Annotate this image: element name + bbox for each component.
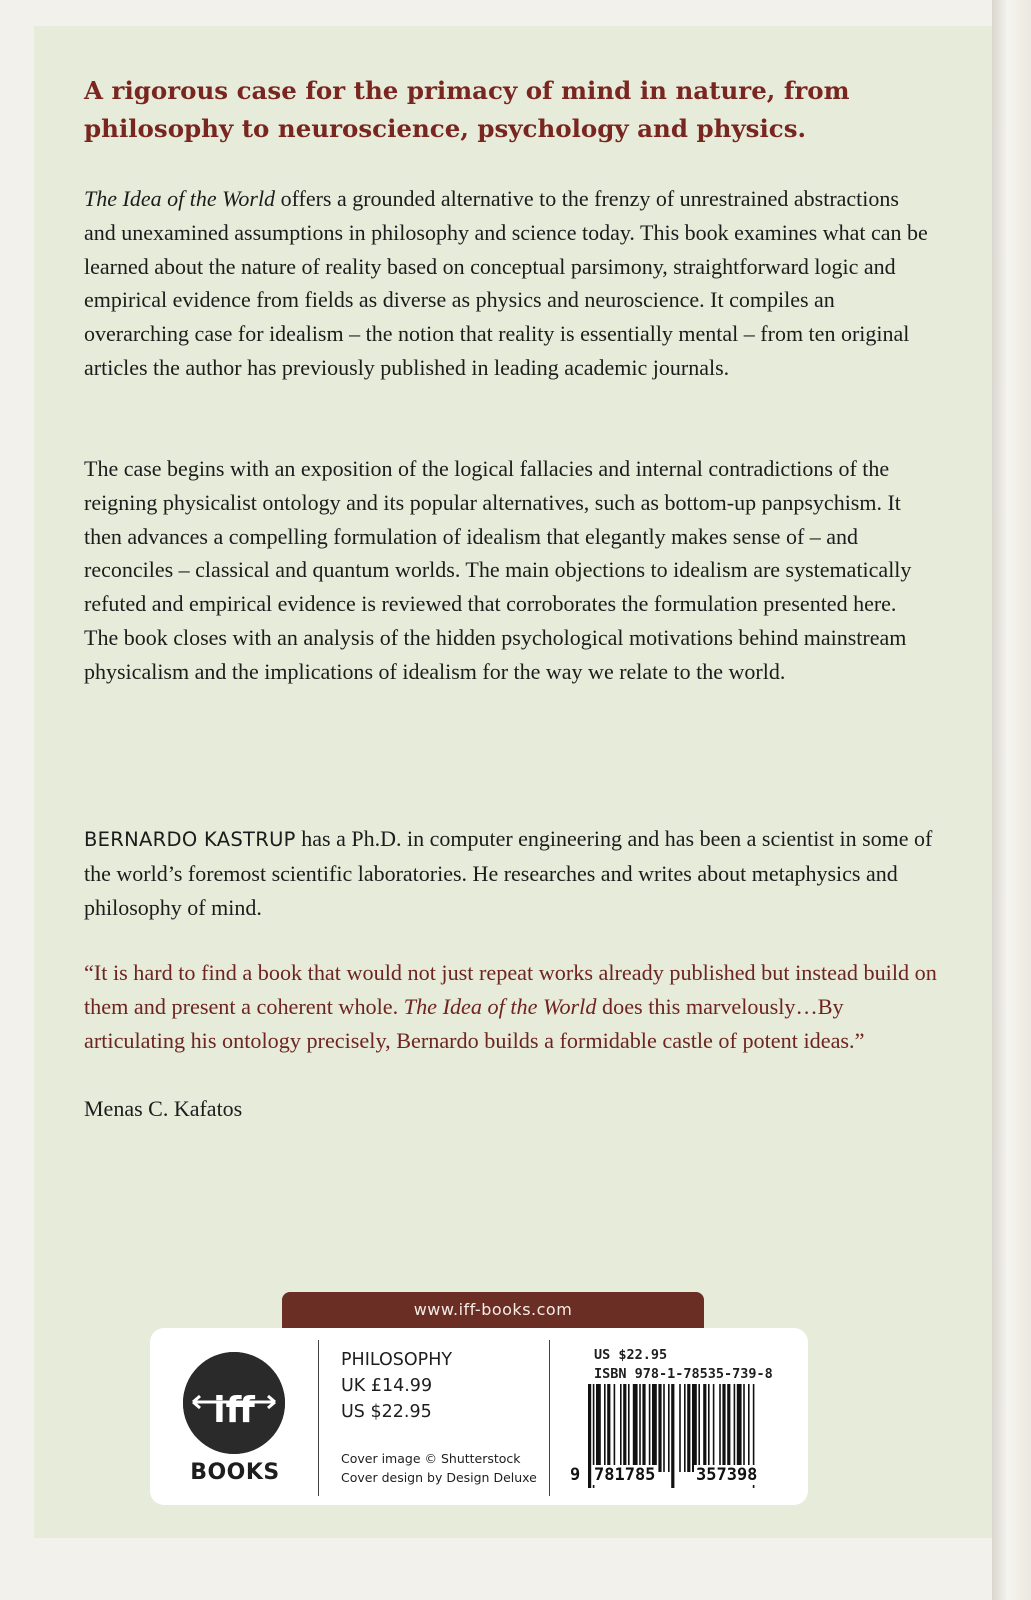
barcode-bar: [658, 1384, 661, 1472]
barcode-bar: [727, 1384, 730, 1472]
barcode-price: US $22.95: [594, 1347, 668, 1363]
endorsement-quote: [84, 956, 944, 1058]
quote-part-2: does this marvelously…By articulating his ontology precisely, Bernardo builds a formidable castle of potent ideas.”: [84, 994, 865, 1053]
barcode-bar: [604, 1384, 606, 1472]
price-list: [341, 1347, 452, 1425]
barcode-bar: [679, 1384, 681, 1472]
barcode-bar: [713, 1384, 715, 1472]
author-name: BERNARDO KASTRUP: [84, 828, 296, 851]
credit-image: Cover image © Shutterstock: [341, 1451, 521, 1466]
barcode-bar: [649, 1384, 651, 1472]
logo-wordmark: BOOKS: [190, 1460, 280, 1485]
quote-book-title: The Idea of the World: [403, 994, 597, 1019]
barcode-bar: [639, 1384, 641, 1472]
headline: A rigorous case for the primacy of mind in nature, from philosophy to neuroscience, psychology and physics.: [84, 76, 850, 143]
barcode-bar: [620, 1384, 622, 1472]
price-uk: UK £14.99: [341, 1376, 433, 1396]
barcode-bar: [708, 1384, 710, 1472]
iff-logo-icon: [183, 1352, 285, 1454]
barcode-bar: [607, 1384, 610, 1472]
barcode-bar: [684, 1384, 686, 1472]
barcode-bar: [719, 1384, 721, 1472]
barcode-bar: [743, 1384, 745, 1472]
barcode-bar: [633, 1384, 638, 1472]
credit-design: Cover design by Design Deluxe: [341, 1470, 537, 1485]
divider: [549, 1340, 550, 1496]
author-bio-text: has a Ph.D. in computer engineering and has been a scientist in some of the world’s foremost scientific laboratories. He researches and writes about metaphysics and philosophy of mind.: [84, 826, 933, 920]
barcode-bar: [628, 1384, 630, 1472]
author-bio: [84, 822, 934, 924]
description-paragraph-2: The case begins with an exposition of the logical fallacies and internal contradictions of the reigning physicalist ontology and its popular alternatives, such as bottom-up panpsychism. It then advances a compelling formulation of idealism that elegantly makes sense of – and reconciles – classical and quantum worlds. The main objections to idealism are systematically refuted and empirical evidence is reviewed that corroborates the formulation presented here. The book closes with an analysis of the hidden psychological motivations behind mainstream physicalism and the implications of idealism for the way we relate to the world.: [84, 456, 912, 684]
barcode-bar: [737, 1384, 742, 1472]
credits: [341, 1449, 537, 1487]
barcode-bar: [668, 1384, 670, 1472]
barcode-bar: [588, 1384, 591, 1488]
barcode-bar: [734, 1384, 736, 1472]
barcode-bar: [614, 1384, 616, 1472]
barcode-bar: [671, 1384, 674, 1488]
isbn-number: ISBN 978-1-78535-739-8: [594, 1366, 773, 1382]
barcode-bar: [623, 1384, 626, 1472]
barcode-bar: [596, 1384, 601, 1472]
barcode-bar: [663, 1384, 665, 1472]
barcode-bar: [642, 1384, 645, 1472]
description-paragraph-1-text: offers a grounded alternative to the frenzy of unrestrained abstractions and unexamined assumptions in philosophy and science today. This book examines what can be learned about the nature of reality based on conceptual parsimony, straightforward logic and empirical evidence from fields as diverse as physics and neuroscience. It compiles an overarching case for idealism – the notion that reality is essentially mental – from ten original articles the author has previously published in leading academic journals.: [84, 186, 928, 380]
logo-text: iff: [213, 1390, 255, 1431]
book-title-italic: The Idea of the World: [84, 186, 276, 211]
barcode-bar: [722, 1384, 725, 1472]
divider: [318, 1340, 319, 1496]
price-us: US $22.95: [341, 1402, 432, 1422]
barcode-left-digits: 781785: [594, 1465, 656, 1485]
publisher-url[interactable]: www.iff-books.com: [282, 1292, 704, 1328]
barcode-right-digits: 357398: [696, 1465, 758, 1485]
category-label: PHILOSOPHY: [341, 1350, 453, 1370]
barcode-bar: [687, 1384, 690, 1472]
page-edge: [992, 0, 1031, 1600]
barcode-bar: [692, 1384, 697, 1472]
barcode-bar: [748, 1384, 750, 1472]
barcode-bar: [698, 1384, 700, 1472]
barcode-lead-digit: 9: [570, 1465, 581, 1485]
description-paragraph-1: [84, 182, 934, 385]
quote-part-1: “It is hard to find a book that would not just repeat works already published but instead build on them and present a coherent whole.: [84, 960, 937, 1019]
barcode-bar: [703, 1384, 706, 1472]
barcode-bar: [652, 1384, 657, 1472]
quote-author: Menas C. Kafatos: [84, 1096, 243, 1121]
